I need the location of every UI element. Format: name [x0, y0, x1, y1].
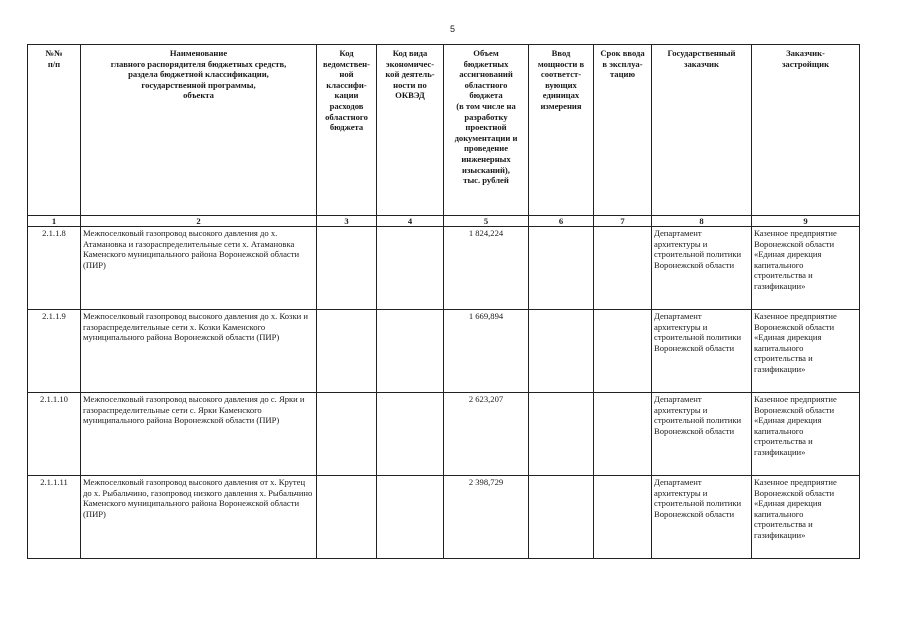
header-cell: Ввод мощности в соответст- вующих единицах измерения [529, 45, 594, 216]
column-number: 7 [594, 216, 652, 227]
table-row [28, 227, 860, 310]
state-customer: Департамент архитектуры и строительной политики Воронежской области [652, 476, 752, 559]
header-cell: Объем бюджетных ассигнований областного бюджета (в том числе на разработку проектной документации и проведение инженерных изысканий), тыс. рублей [444, 45, 529, 216]
okved-code [377, 310, 444, 393]
state-customer: Департамент архитектуры и строительной политики Воронежской области [652, 310, 752, 393]
budget-amount: 2 623,207 [444, 393, 529, 476]
column-number: 3 [317, 216, 377, 227]
column-number: 9 [752, 216, 860, 227]
row-number: 2.1.1.11 [28, 476, 81, 559]
budget-amount: 1 824,224 [444, 227, 529, 310]
table-row [28, 310, 860, 393]
capacity [529, 393, 594, 476]
okved-code [377, 476, 444, 559]
column-number: 8 [652, 216, 752, 227]
header-cell: Заказчик- застройщик [752, 45, 860, 216]
header-cell: Срок ввода в эксплуа- тацию [594, 45, 652, 216]
okved-code [377, 227, 444, 310]
commissioning-term [594, 393, 652, 476]
header-cell: Код вида экономичес- кой деятель- ности по ОКВЭД [377, 45, 444, 216]
header-cell: №№ п/п [28, 45, 81, 216]
department-code [317, 393, 377, 476]
column-number: 1 [28, 216, 81, 227]
commissioning-term [594, 476, 652, 559]
capacity [529, 476, 594, 559]
header-cell: Наименование главного распорядителя бюджетных средств, раздела бюджетной классификации, государственной программы, объекта [81, 45, 317, 216]
budget-amount: 1 669,894 [444, 310, 529, 393]
object-name: Межпоселковый газопровод высокого давления до х. Атамановка и газораспределительные сети х. Атамановка Каменского муниципального района Воронежской области (ПИР) [81, 227, 317, 310]
object-name: Межпоселковый газопровод высокого давления от х. Крутец до х. Рыбальчино, газопровод низкого давления х. Рыбальчино Каменского муниципального района Воронежской области (ПИР) [81, 476, 317, 559]
column-number: 2 [81, 216, 317, 227]
developer-customer: Казенное предприятие Воронежской области «Единая дирекция капитального строительства и газификации» [752, 310, 860, 393]
object-name: Межпоселковый газопровод высокого давления до х. Козки и газораспределительные сети х. Козки Каменского муниципального района Воронежской области (ПИР) [81, 310, 317, 393]
row-number: 2.1.1.8 [28, 227, 81, 310]
budget-amount: 2 398,729 [444, 476, 529, 559]
developer-customer: Казенное предприятие Воронежской области «Единая дирекция капитального строительства и газификации» [752, 227, 860, 310]
commissioning-term [594, 310, 652, 393]
capacity [529, 310, 594, 393]
column-number-row [28, 216, 860, 227]
okved-code [377, 393, 444, 476]
table-row [28, 476, 860, 559]
header-row [28, 45, 860, 216]
department-code [317, 227, 377, 310]
column-number: 5 [444, 216, 529, 227]
row-number: 2.1.1.9 [28, 310, 81, 393]
developer-customer: Казенное предприятие Воронежской области «Единая дирекция капитального строительства и газификации» [752, 476, 860, 559]
state-customer: Департамент архитектуры и строительной политики Воронежской области [652, 227, 752, 310]
department-code [317, 476, 377, 559]
budget-allocation-table [27, 44, 860, 559]
page-number: 5 [449, 24, 455, 34]
table-row [28, 393, 860, 476]
department-code [317, 310, 377, 393]
header-cell: Код ведомствен- ной классифи- кации расходов областного бюджета [317, 45, 377, 216]
object-name: Межпоселковый газопровод высокого давления до с. Ярки и газораспределительные сети с. Ярки Каменского муниципального района Воронежской области (ПИР) [81, 393, 317, 476]
column-number: 4 [377, 216, 444, 227]
row-number: 2.1.1.10 [28, 393, 81, 476]
header-cell: Государственный заказчик [652, 45, 752, 216]
state-customer: Департамент архитектуры и строительной политики Воронежской области [652, 393, 752, 476]
commissioning-term [594, 227, 652, 310]
capacity [529, 227, 594, 310]
developer-customer: Казенное предприятие Воронежской области «Единая дирекция капитального строительства и газификации» [752, 393, 860, 476]
column-number: 6 [529, 216, 594, 227]
